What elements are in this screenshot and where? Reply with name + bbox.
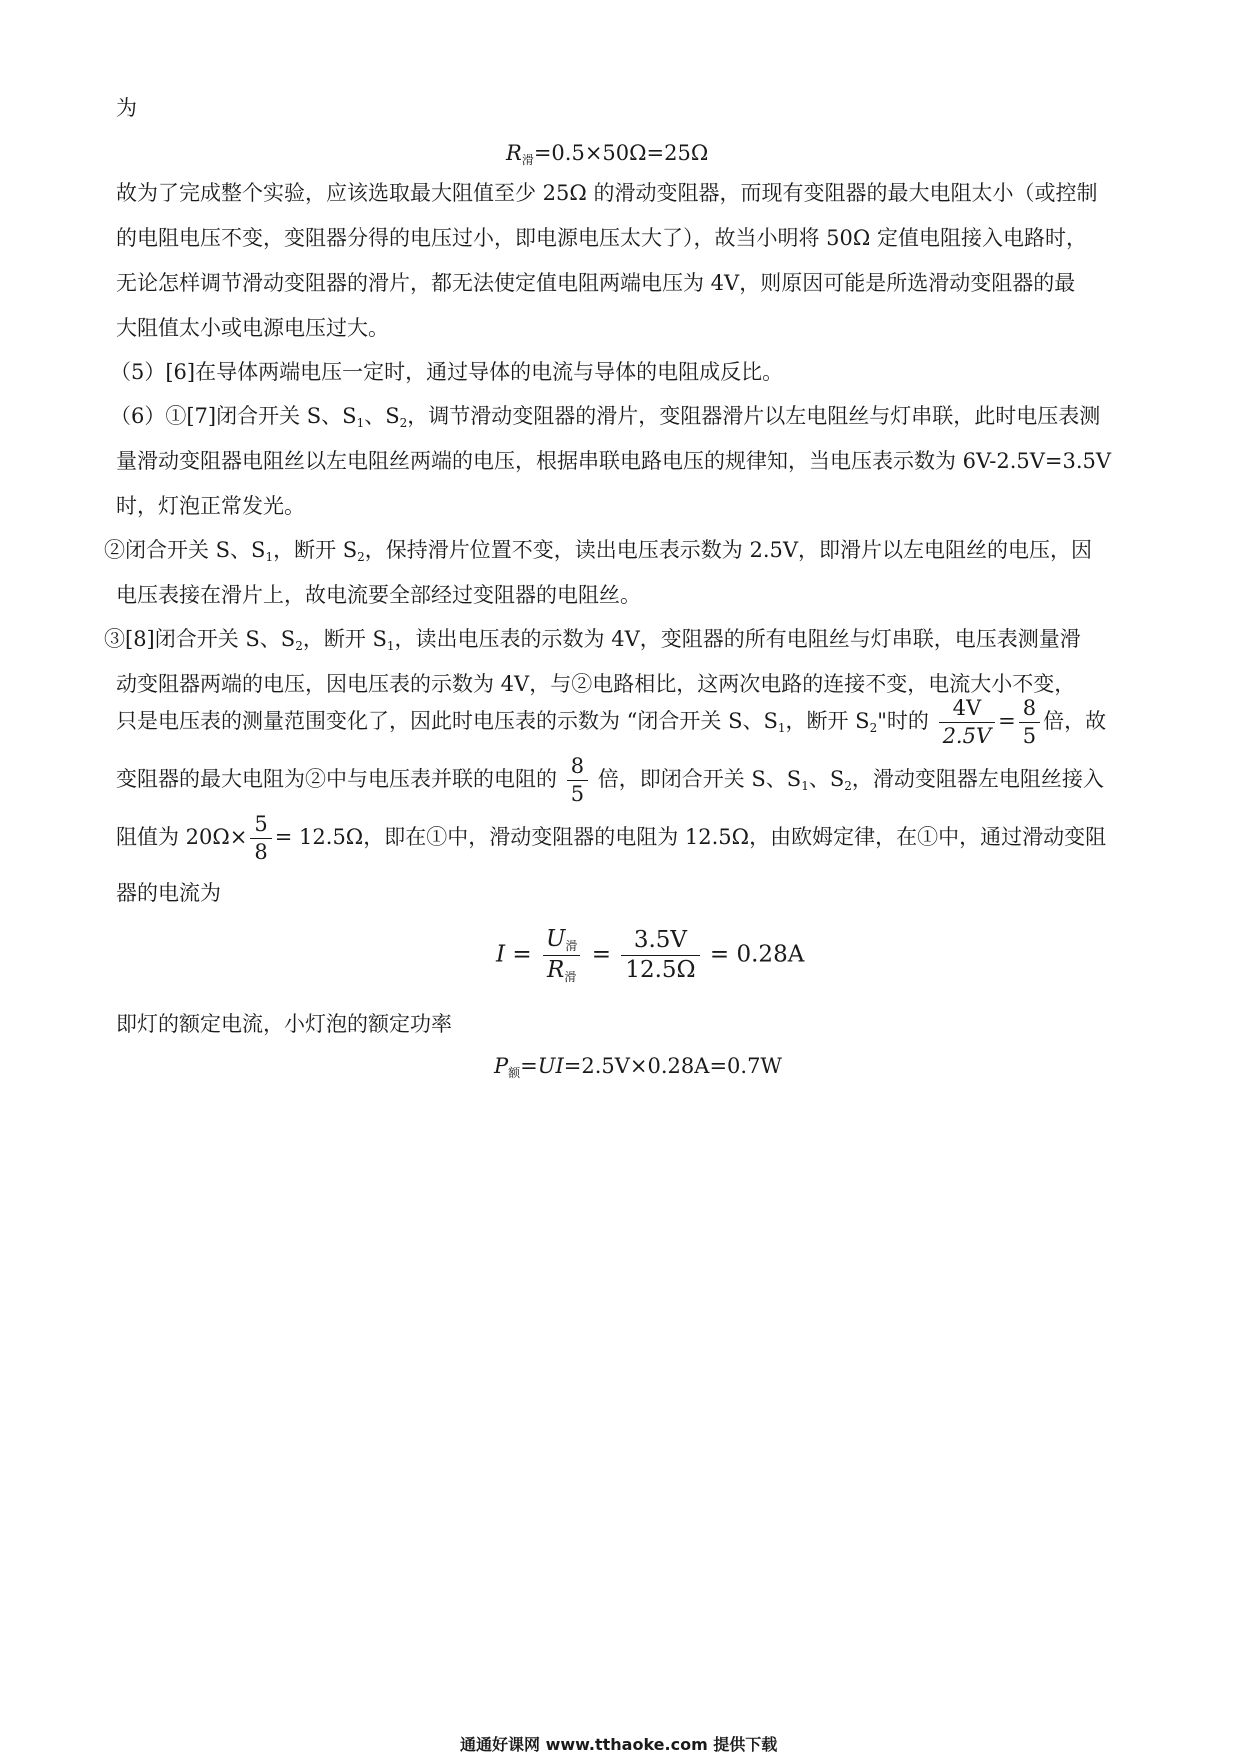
- subscript: 滑: [564, 970, 577, 984]
- text-line: [110, 406, 1100, 429]
- text-run: ，即在①中，滑动变阻器的电阻为 12.5Ω，由欧姆定律，在①中，通过滑动变阻: [363, 825, 1107, 849]
- eq-body: =2.5V×0.28A=0.7W: [563, 1054, 783, 1078]
- numerator: 4V: [952, 696, 982, 720]
- eq-symbol-p: P: [494, 1054, 509, 1078]
- fraction-8-over-5: [1019, 698, 1040, 747]
- subscript: 2: [357, 550, 365, 564]
- numerator: 8: [570, 754, 585, 778]
- text-run: ，调节滑动变阻器的滑片，变阻器滑片以左电阻丝与灯串联，此时电压表测: [407, 404, 1101, 428]
- eq-body: = 0.28A: [702, 941, 805, 968]
- fraction-4v-over-2-5v: [939, 698, 996, 747]
- text-line: 为: [116, 96, 137, 120]
- eq-body: =0.5×50Ω=25Ω: [533, 141, 709, 165]
- text-run: 倍，即闭合开关 S、S: [591, 767, 802, 791]
- text-line: （5）[6]在导体两端电压一定时，通过导体的电流与导体的电阻成反比。: [110, 360, 784, 384]
- numerator: 5: [254, 812, 268, 836]
- subscript: 滑: [565, 939, 578, 953]
- numerator: 3.5V: [633, 927, 688, 953]
- eq-symbol-u: U: [546, 926, 566, 952]
- eq-symbol-r: R: [547, 957, 565, 983]
- text-run: （6）①[7]闭合开关 S、S: [110, 404, 357, 428]
- fraction-u-over-r: [542, 928, 581, 983]
- numerator: [542, 928, 581, 955]
- fraction-8-over-5: [567, 756, 588, 805]
- text-line: 器的电流为: [116, 881, 221, 905]
- text-run: 、S: [808, 767, 845, 791]
- subscript: 2: [844, 779, 852, 793]
- text-line: 大阻值太小或电源电压过大。: [116, 316, 389, 340]
- denominator: 8: [250, 838, 271, 863]
- text-line: [104, 540, 1092, 563]
- eq-symbol-ui: UI: [537, 1054, 564, 1078]
- equation-r-slide: [506, 143, 708, 166]
- text-line: 的电阻电压不变，变阻器分得的电压过小，即电源电压太大了），故当小明将 50Ω 定值电阻接入电路时，: [116, 226, 1087, 250]
- equals-sign: =: [584, 941, 619, 968]
- subscript: 2: [399, 416, 408, 430]
- subscript: 2: [295, 639, 303, 653]
- text-run: ，保持滑片位置不变，读出电压表示数为 2.5V，即滑片以左电阻丝的电压，因: [364, 538, 1093, 562]
- denominator: 2.5V: [939, 722, 996, 747]
- text-line-with-fractions: [116, 756, 1104, 805]
- text-run: 倍，故: [1043, 709, 1107, 733]
- text-run: ，断开 S: [273, 538, 358, 562]
- fraction-values: [621, 929, 699, 982]
- equation-power: [494, 1056, 782, 1079]
- eq-symbol-r: R: [506, 141, 522, 165]
- denominator: 12.5Ω: [621, 955, 699, 982]
- text-line: [104, 629, 1081, 652]
- text-line: 量滑动变阻器电阻丝以左电阻丝两端的电压，根据串联电路电压的规律知，当电压表示数为 6V-2.5V=3.5V: [116, 449, 1112, 473]
- page-footer: 通通好课网 www.tthaoke.com 提供下载: [460, 1735, 778, 1754]
- eq-subscript: 滑: [521, 153, 534, 167]
- text-line: 动变阻器两端的电压，因电压表的示数为 4V，与②电路相比，这两次电路的连接不变，电流大小不变，: [116, 672, 1076, 696]
- denominator: 5: [567, 780, 588, 805]
- text-run: 只是电压表的测量范围变化了，因此时电压表的示数为 “闭合开关 S、S: [116, 709, 778, 733]
- denominator: 5: [1019, 722, 1040, 747]
- denominator: [543, 955, 580, 983]
- equation-current: [496, 928, 804, 983]
- text-line: 电压表接在滑片上，故电流要全部经过变阻器的电阻丝。: [116, 583, 641, 607]
- text-line: 时，灯泡正常发光。: [116, 494, 305, 518]
- text-run: ，断开 S: [302, 627, 387, 651]
- text-line: 故为了完成整个实验，应该选取最大阻值至少 25Ω 的滑动变阻器，而现有变阻器的最大电阻太小（或控制: [116, 181, 1098, 205]
- subscript: 1: [801, 779, 809, 793]
- text-run: ，断开 S: [785, 709, 870, 733]
- equals-sign: =: [998, 709, 1016, 733]
- equals-sign: =: [520, 1054, 538, 1078]
- equals-sign: =: [505, 941, 539, 968]
- fraction-5-over-8: [250, 814, 271, 863]
- text-run: 、S: [364, 404, 400, 428]
- text-line-with-fractions: [116, 698, 1106, 747]
- text-line: 即灯的额定电流，小灯泡的额定功率: [116, 1012, 452, 1036]
- text-line: 无论怎样调节滑动变阻器的滑片，都无法使定值电阻两端电压为 4V，则原因可能是所选滑动变阻器的最: [116, 271, 1076, 295]
- subscript: 1: [777, 721, 786, 735]
- numerator: 8: [1022, 696, 1037, 720]
- subscript: 1: [356, 416, 365, 430]
- text-run: 阻值为 20Ω×: [116, 825, 248, 849]
- text-run: "时的: [877, 709, 929, 733]
- text-run: ，读出电压表的示数为 4V，变阻器的所有电阻丝与灯串联，电压表测量滑: [394, 627, 1081, 651]
- subscript: 1: [265, 550, 274, 564]
- text-run: ，滑动变阻器左电阻丝接入: [851, 767, 1104, 791]
- eq-symbol-i: I: [496, 941, 506, 968]
- text-line-with-fractions: [116, 814, 1106, 863]
- subscript: 1: [386, 639, 395, 653]
- subscript: 2: [869, 721, 878, 735]
- text-run: ②闭合开关 S、S: [104, 538, 266, 562]
- text-run: 变阻器的最大电阻为②中与电压表并联的电阻的: [116, 767, 557, 791]
- subscript: 额: [508, 1066, 521, 1080]
- text-run: ③[8]闭合开关 S、S: [104, 627, 296, 651]
- text-run: = 12.5Ω: [274, 825, 364, 849]
